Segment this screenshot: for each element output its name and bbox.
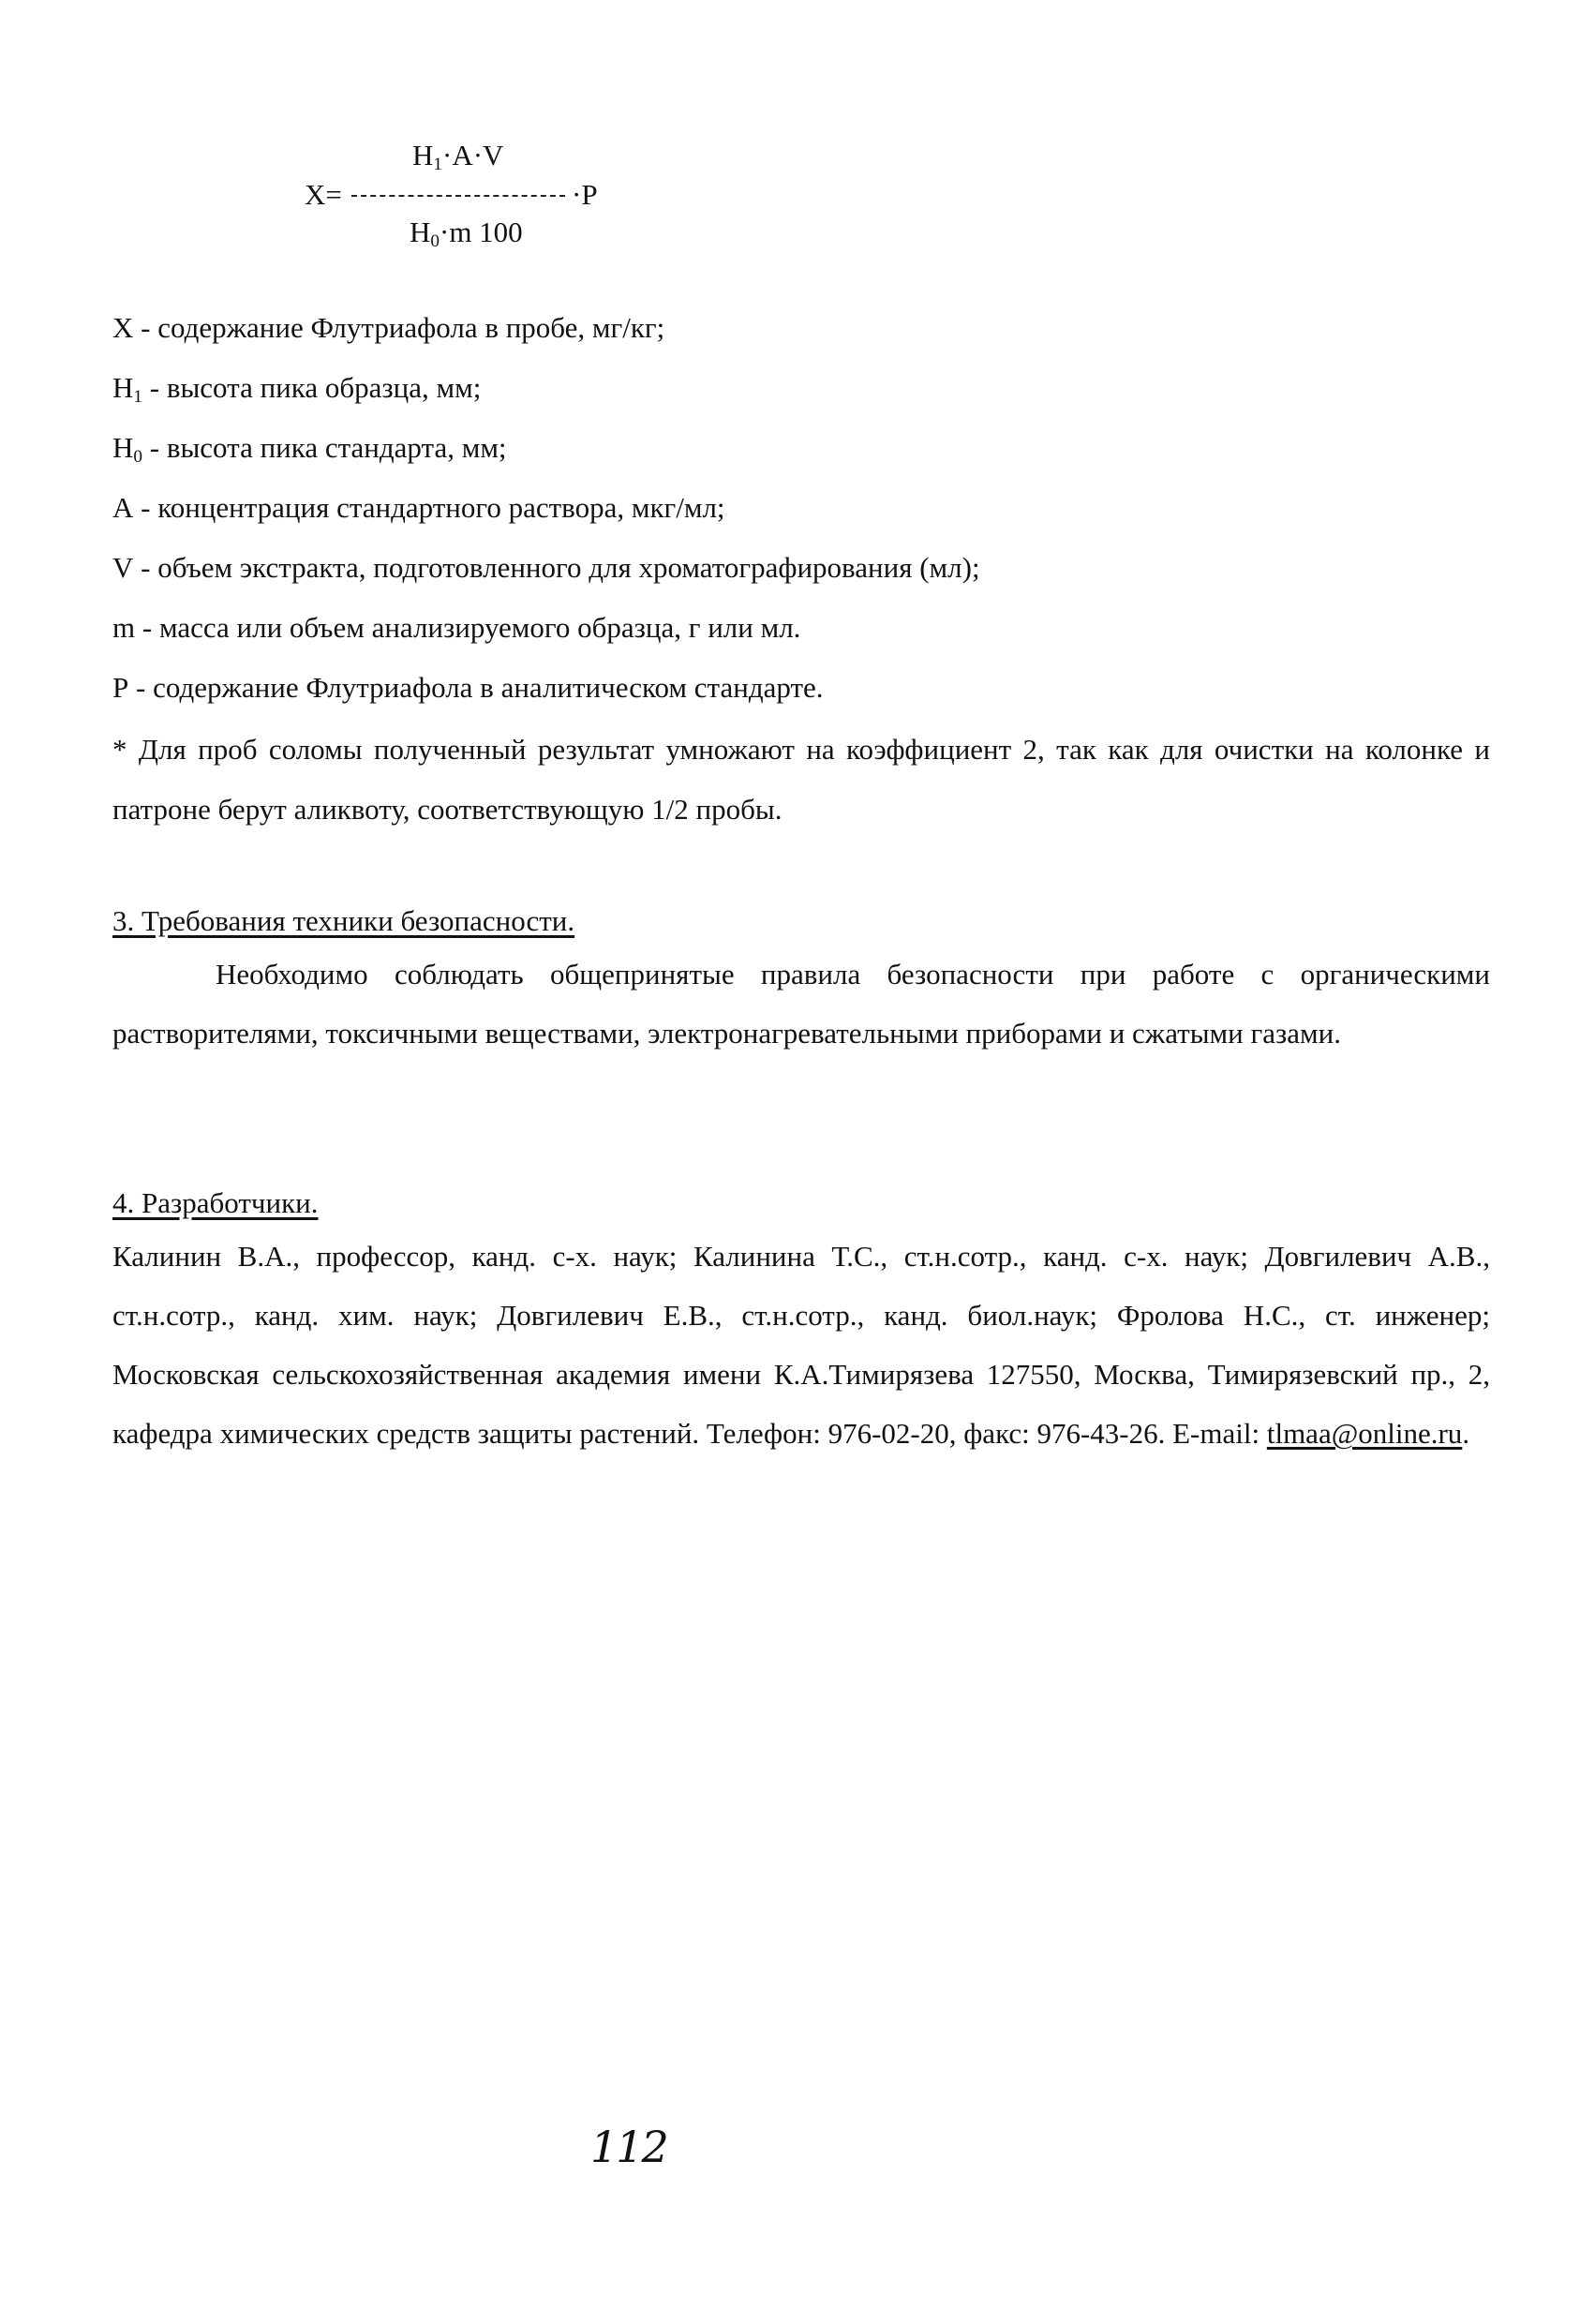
fraction-line xyxy=(351,195,565,197)
definition-line: P - содержание Флутриафола в аналитическом стандарте. xyxy=(112,671,824,704)
definition-line: A - концентрация стандартного раствора, мкг/мл; xyxy=(112,491,725,524)
formula-denominator: $H_0\cdot m$ 100 xyxy=(410,216,523,251)
definition-line: m - масса или объем анализируемого образца, г или мл. xyxy=(112,611,801,644)
section-safety xyxy=(112,898,1490,1063)
section-text: Калинин В.А., профессор, канд. с-х. наук; Калинина Т.С., ст.н.сотр., канд. с-х. наук; Довгилевич А.В., ст.н.сотр., канд. хим. наук; Довгилевич Е.В., ст.н.сотр., канд. биол.наук; Фролова Н.С., ст. инженер; Московская сельскохозяйственная академия имени К.А.Тимирязева 127550, Москва, Тимирязевский пр., 2, кафедра химических средств защиты растений. Телефон: 976-02-20, факс: 976-43-26. E-mail: tlmaa@online.ru. xyxy=(112,1240,1490,1450)
definition-line: X - содержание Флутриафола в пробе, мг/кг; xyxy=(112,311,665,344)
formula-multiplier: ·P xyxy=(572,178,598,211)
section-developers xyxy=(112,1180,1490,1463)
section-text: Необходимо соблюдать общепринятые правила безопасности при работе с органическими растворителями, токсичными веществами, электронагревательными приборами и сжатыми газами. xyxy=(112,958,1490,1050)
variable-definitions xyxy=(112,307,1490,840)
email-link[interactable]: tlmaa@online.ru xyxy=(1266,1417,1463,1450)
formula-lhs: X= xyxy=(305,178,342,211)
straw-sample-note: * Для проб соломы полученный результат умножают на коэффициент 2, так как для очистки на колонке и патроне берут аликвоту, соответствующую 1/2 пробы. xyxy=(112,733,1490,826)
definition-line: $H_1$ - высота пика образца, мм; xyxy=(112,371,482,407)
formula-numerator: $H_1\cdot A\cdot V$ xyxy=(412,139,504,174)
section-heading: 3. Требования техники безопасности. xyxy=(112,904,575,937)
definition-line: V - объем экстракта, подготовленного для хроматографирования (мл); xyxy=(112,551,980,584)
definition-line: $H_0$ - высота пика стандарта, мм; xyxy=(112,431,507,467)
section-heading: 4. Разработчики. xyxy=(112,1186,319,1219)
calculation-formula xyxy=(305,139,661,256)
page-number: 112 xyxy=(590,2122,667,2172)
